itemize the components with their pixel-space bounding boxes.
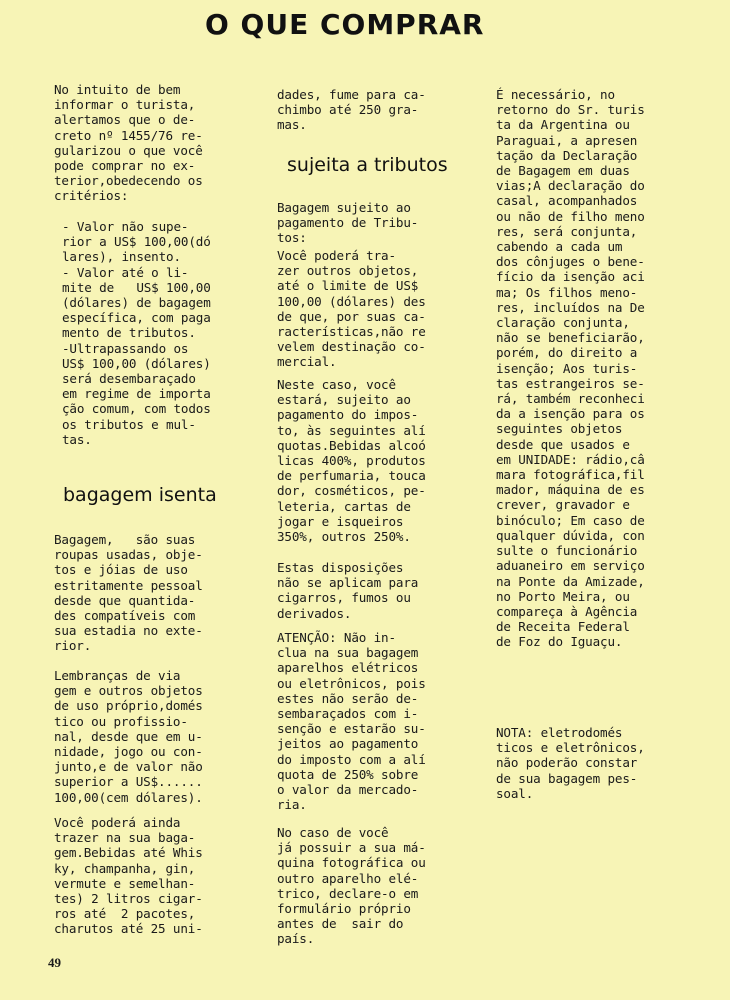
section-heading-sujeita-a-tributos: sujeita a tributos	[287, 154, 448, 176]
bagagem-paragraph: Bagagem, são suas roupas usadas, obje- tos e jóias de uso estritamente pessoal desde que quantida- des compatíveis com sua estadia no exte- rior.	[54, 532, 203, 654]
intro-paragraph: No intuito de bem informar o turista, alertamos que o de- creto nº 1455/76 re- gularizou o que você pode comprar no ex- terior,obedecendo os critérios:	[54, 82, 203, 204]
trazer-paragraph: Você poderá ainda trazer na sua baga- gem.Bebidas até Whis ky, champanha, gin, vermute e semelhan- tes) 2 litros cigar- ros até 2 pacotes, charutos até 25 uni-	[54, 815, 203, 937]
section-heading-bagagem-isenta: bagagem isenta	[63, 484, 217, 506]
continuation-paragraph: dades, fume para ca- chimbo até 250 gra- mas.	[277, 87, 426, 133]
tributos-intro: Bagagem sujeito ao pagamento de Tribu- tos:	[277, 200, 419, 246]
page-title: O QUE COMPRAR	[205, 8, 485, 41]
camera-paragraph: No caso de você já possuir a sua má- quina fotográfica ou outro aparelho elé- trico, declare-o em formulário próprio antes de sair do país.	[277, 825, 426, 947]
tributos-paragraph-3: Estas disposições não se aplicam para cigarros, fumos ou derivados.	[277, 560, 419, 621]
criteria-list: - Valor não supe- rior a US$ 100,00(dó lares), insento. - Valor até o li- mite de US$ 100,00 (dólares) de bagagem específica, com paga mento de tributos. -Ultrapassando os US$ 100,00 (dólares) será desembaraçado em regime de importa ção comum, com todos os tributos e mul- tas.	[62, 219, 211, 447]
tributos-paragraph-2: Neste caso, você estará, sujeito ao pagamento do impos- to, às seguintes alí quotas.Bebidas alcoó licas 400%, produtos de perfumaria, touca dor, cosméticos, pe- leteria, cartas de jogar e isqueiros 350%, outros 250%.	[277, 377, 426, 545]
declaracao-paragraph: É necessário, no retorno do Sr. turis ta da Argentina ou Paraguai, a apresen tação da Declaração de Bagagem em duas vias;A declaração do casal, acompanhados ou não de filho meno res, será conjunta, cabendo a cada um dos cônjuges o bene- fício da isenção aci ma; Os filhos meno- res, incluídos na De claração conjunta, não se beneficiarão, porém, do direito a isenção; Aos turis- tas estrangeiros se- rá, também reconheci da a isenção para os seguintes objetos desde que usados e em UNIDADE: rádio,câ mara fotográfica,fil mador, máquina de es crever, gravador e binóculo; Em caso de qualquer dúvida, con sulte o funcionário aduaneiro em serviço na Ponte da Amizade, no Porto Meira, ou compareça à Agência de Receita Federal de Foz do Iguaçu.	[496, 87, 645, 650]
nota-paragraph: NOTA: eletrodomés ticos e eletrônicos, não poderão constar de sua bagagem pes- soal.	[496, 725, 645, 801]
page-number: 49	[48, 955, 61, 970]
atencao-paragraph: ATENÇÃO: Não in- clua na sua bagagem aparelhos elétricos ou eletrônicos, pois estes não serão de- sembaraçados com i- senção e estarão su- jeitos ao pagamento do imposto com a alí quota de 250% sobre o valor da mercado- ria.	[277, 630, 426, 813]
tributos-paragraph-1: Você poderá tra- zer outros objetos, até o limite de US$ 100,00 (dólares) des de que, por suas ca- racterísticas,não re velem destinação co- mercial.	[277, 248, 426, 370]
lembrancas-paragraph: Lembranças de via gem e outros objetos de uso próprio,domés tico ou profissio- nal, desde que em u- nidade, jogo ou con- junto,e de valor não superior a US$...... 100,00(cem dólares).	[54, 668, 203, 805]
